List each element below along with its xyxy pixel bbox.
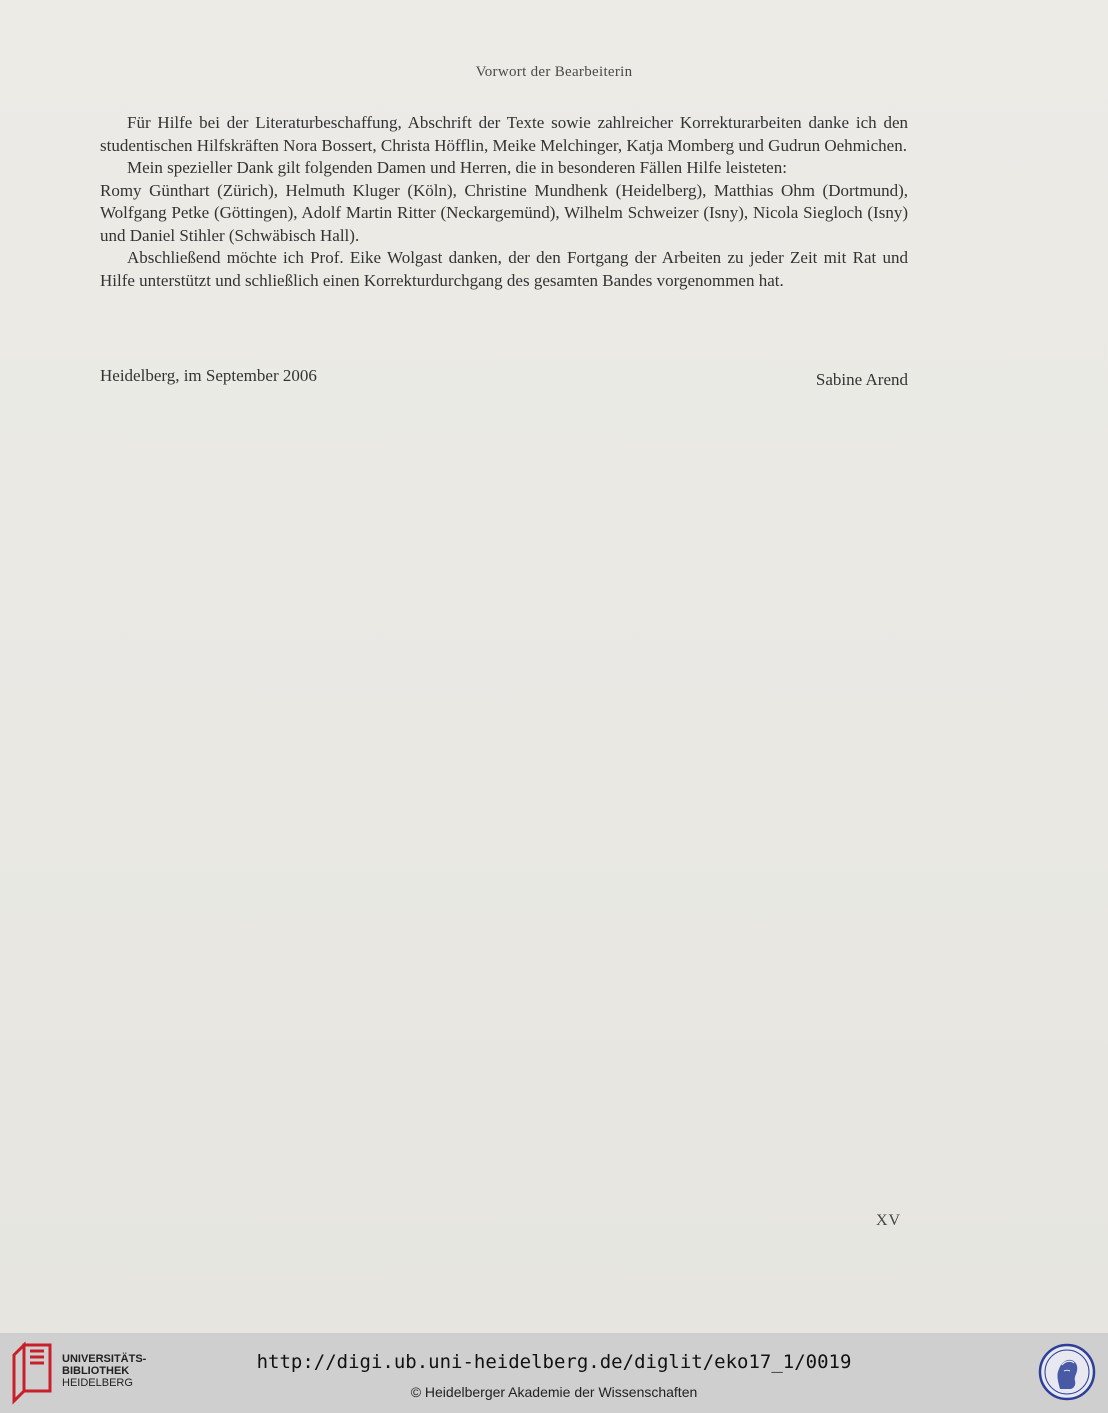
library-line-2: BIBLIOTHEK [62, 1365, 130, 1377]
paragraph-special-thanks-intro: Mein spezieller Dank gilt folgenden Damen und Herren, die in besonderen Fällen Hilfe leisteten: [127, 158, 787, 177]
page-number: XV [876, 1212, 902, 1229]
footer-bar [0, 1333, 1108, 1413]
running-head: Vorwort der Bearbeiterin [475, 64, 633, 80]
permalink-url[interactable]: http://digi.ub.uni-heidelberg.de/diglit/eko17_1/0019 [256, 1351, 852, 1373]
paragraph-final-thanks: Abschließend möchte ich Prof. Eike Wolgast danken, der den Fortgang der Arbeiten zu jeder Zeit mit Rat und Hilfe unterstützt und schließlich einen Korrekturdurchgang des gesamten Bandes vorgenommen hat. [100, 248, 908, 290]
paragraph-special-thanks-names: Romy Günthart (Zürich), Helmuth Kluger (Köln), Christine Mundhenk (Heidelberg), Matthias Ohm (Dortmund), Wolfgang Petke (Göttingen), Adolf Martin Ritter (Neckargemünd), Wilhelm Schweizer (Isny), Nicola Siegloch (Isny) und Daniel Stihler (Schwäbisch Hall). [100, 180, 908, 245]
paragraph-assistants: Für Hilfe bei der Literaturbeschaffung, Abschrift der Texte sowie zahlreicher Korrekturarbeiten danke ich den studentischen Hilfskräften Nora Bossert, Christa Höfflin, Meike Melchinger, Katja Momberg und Gudrun Oehmichen. [100, 113, 908, 155]
copyright-notice: © Heidelberger Akademie der Wissenschaften [410, 1384, 698, 1400]
author-signature: Sabine Arend [815, 370, 908, 389]
library-line-3: HEIDELBERG [62, 1377, 133, 1389]
hadw-seal-icon [1038, 1343, 1096, 1401]
place-date: Heidelberg, im September 2006 [100, 366, 317, 385]
library-line-1: UNIVERSITÄTS- [62, 1353, 147, 1365]
preface-body [100, 112, 908, 292]
